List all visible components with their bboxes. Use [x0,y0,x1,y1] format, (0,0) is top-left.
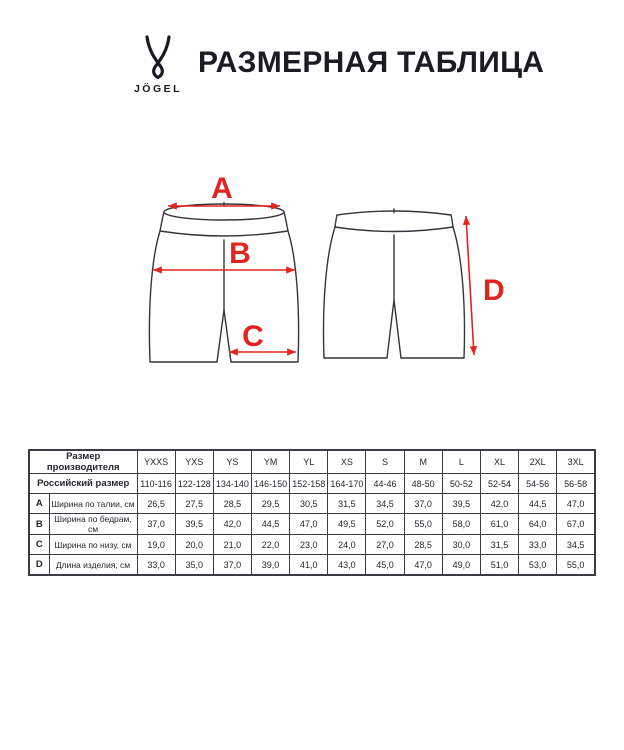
measurement-row-d [29,555,595,576]
measurement-value-cell: 24,0 [328,535,366,555]
measurement-value-cell: 47,0 [404,555,442,576]
waistband-right-edge [284,212,288,231]
parameter-name-cell: Ширина по бедрам, см [49,514,137,535]
parameter-name-cell: Ширина по талии, см [49,494,137,514]
russian-size-header: Российский размер [29,474,137,494]
measurement-value-cell: 39,0 [251,555,289,576]
parameter-name-cell: Ширина по низу, см [49,535,137,555]
measurement-value-cell: 31,5 [480,535,518,555]
measurement-value-cell: 22,0 [251,535,289,555]
size-name-cell: 3XL [557,450,595,474]
measurement-value-cell: 47,0 [290,514,328,535]
measurement-value-cell: 61,0 [480,514,518,535]
measurement-value-cell: 39,5 [442,494,480,514]
size-name-cell: XL [480,450,518,474]
measurement-value-cell: 55,0 [404,514,442,535]
size-name-cell: YS [213,450,251,474]
back-right-side-seam [453,227,465,358]
measurement-letter-cell: C [29,535,49,555]
measurement-value-cell: 64,0 [519,514,557,535]
page-title: РАЗМЕРНАЯ ТАБЛИЦА [198,46,545,79]
back-view-diagram [323,209,504,358]
size-name-cell: L [442,450,480,474]
measurement-value-cell: 21,0 [213,535,251,555]
size-name-cell: YL [290,450,328,474]
front-right-side-seam [288,231,299,362]
measurement-value-cell: 27,0 [366,535,404,555]
back-inner-leg-seams [387,300,401,358]
front-view-diagram [149,172,298,362]
russian-size-cell: 110-116 [137,474,175,494]
measurement-value-cell: 58,0 [442,514,480,535]
measurement-value-cell: 27,5 [175,494,213,514]
russian-size-cell: 54-56 [519,474,557,494]
measurement-value-cell: 49,5 [328,514,366,535]
russian-size-row [29,474,595,494]
back-waistband-left-edge [335,215,337,227]
measurement-value-cell: 34,5 [366,494,404,514]
measurement-letter-cell: B [29,514,49,535]
producer-size-header: Размер производителя [29,450,137,474]
size-name-cell: 2XL [519,450,557,474]
measurement-row-c [29,535,595,555]
measurement-value-cell: 31,5 [328,494,366,514]
russian-size-cell: 52-54 [480,474,518,494]
measurement-value-cell: 19,0 [137,535,175,555]
measurement-value-cell: 52,0 [366,514,404,535]
jogel-logo-icon [141,34,175,80]
russian-size-cell: 50-52 [442,474,480,494]
measurement-value-cell: 44,5 [251,514,289,535]
measurement-value-cell: 39,5 [175,514,213,535]
size-name-cell: XS [328,450,366,474]
measurement-value-cell: 29,5 [251,494,289,514]
measurement-value-cell: 33,0 [519,535,557,555]
front-left-side-seam [149,231,160,362]
size-name-cell: YXS [175,450,213,474]
waistband-bottom-seam [160,231,288,236]
measurement-label-a: A [211,172,233,205]
measurement-value-cell: 20,0 [175,535,213,555]
russian-size-cell: 44-46 [366,474,404,494]
measurement-value-cell: 49,0 [442,555,480,576]
waistband-left-edge [160,212,164,231]
measurement-value-cell: 45,0 [366,555,404,576]
measurement-value-cell: 30,5 [290,494,328,514]
measurement-letter-cell: D [29,555,49,576]
brand-name: JÖGEL [133,83,183,95]
measurement-row-b [29,514,595,535]
back-waistband-bottom-seam [335,227,453,232]
size-name-cell: YM [251,450,289,474]
measurement-label-c: C [242,320,264,353]
measurement-value-cell: 51,0 [480,555,518,576]
front-inner-leg-seams [217,310,231,362]
size-name-cell: YXXS [137,450,175,474]
shorts-diagram [0,160,624,400]
measurement-value-cell: 67,0 [557,514,595,535]
measurement-row-a [29,494,595,514]
measurement-value-cell: 37,0 [213,555,251,576]
size-name-cell: S [366,450,404,474]
measurement-value-cell: 42,0 [480,494,518,514]
russian-size-cell: 48-50 [404,474,442,494]
measurement-value-cell: 55,0 [557,555,595,576]
measurement-value-cell: 34,5 [557,535,595,555]
measurement-arrow-d [466,216,474,355]
measurement-value-cell: 30,0 [442,535,480,555]
measurement-value-cell: 26,5 [137,494,175,514]
parameter-name-cell: Длина изделия, см [49,555,137,576]
measurement-value-cell: 41,0 [290,555,328,576]
russian-size-cell: 134-140 [213,474,251,494]
measurement-label-d: D [483,274,505,307]
back-left-side-seam [323,227,335,358]
producer-size-row [29,450,595,474]
russian-size-cell: 164-170 [328,474,366,494]
back-waistband-right-edge [451,215,453,227]
russian-size-cell: 152-158 [290,474,328,494]
measurement-value-cell: 33,0 [137,555,175,576]
measurement-value-cell: 44,5 [519,494,557,514]
russian-size-cell: 56-58 [557,474,595,494]
measurement-value-cell: 42,0 [213,514,251,535]
size-table [28,449,596,576]
brand-block [124,34,192,95]
measurement-value-cell: 47,0 [557,494,595,514]
russian-size-cell: 122-128 [175,474,213,494]
measurement-value-cell: 37,0 [137,514,175,535]
measurement-value-cell: 53,0 [519,555,557,576]
measurement-value-cell: 43,0 [328,555,366,576]
measurement-letter-cell: A [29,494,49,514]
measurement-value-cell: 35,0 [175,555,213,576]
measurement-value-cell: 28,5 [404,535,442,555]
measurement-value-cell: 23,0 [290,535,328,555]
measurement-label-b: B [229,237,251,270]
measurement-value-cell: 37,0 [404,494,442,514]
russian-size-cell: 146-150 [251,474,289,494]
size-name-cell: M [404,450,442,474]
measurement-value-cell: 28,5 [213,494,251,514]
